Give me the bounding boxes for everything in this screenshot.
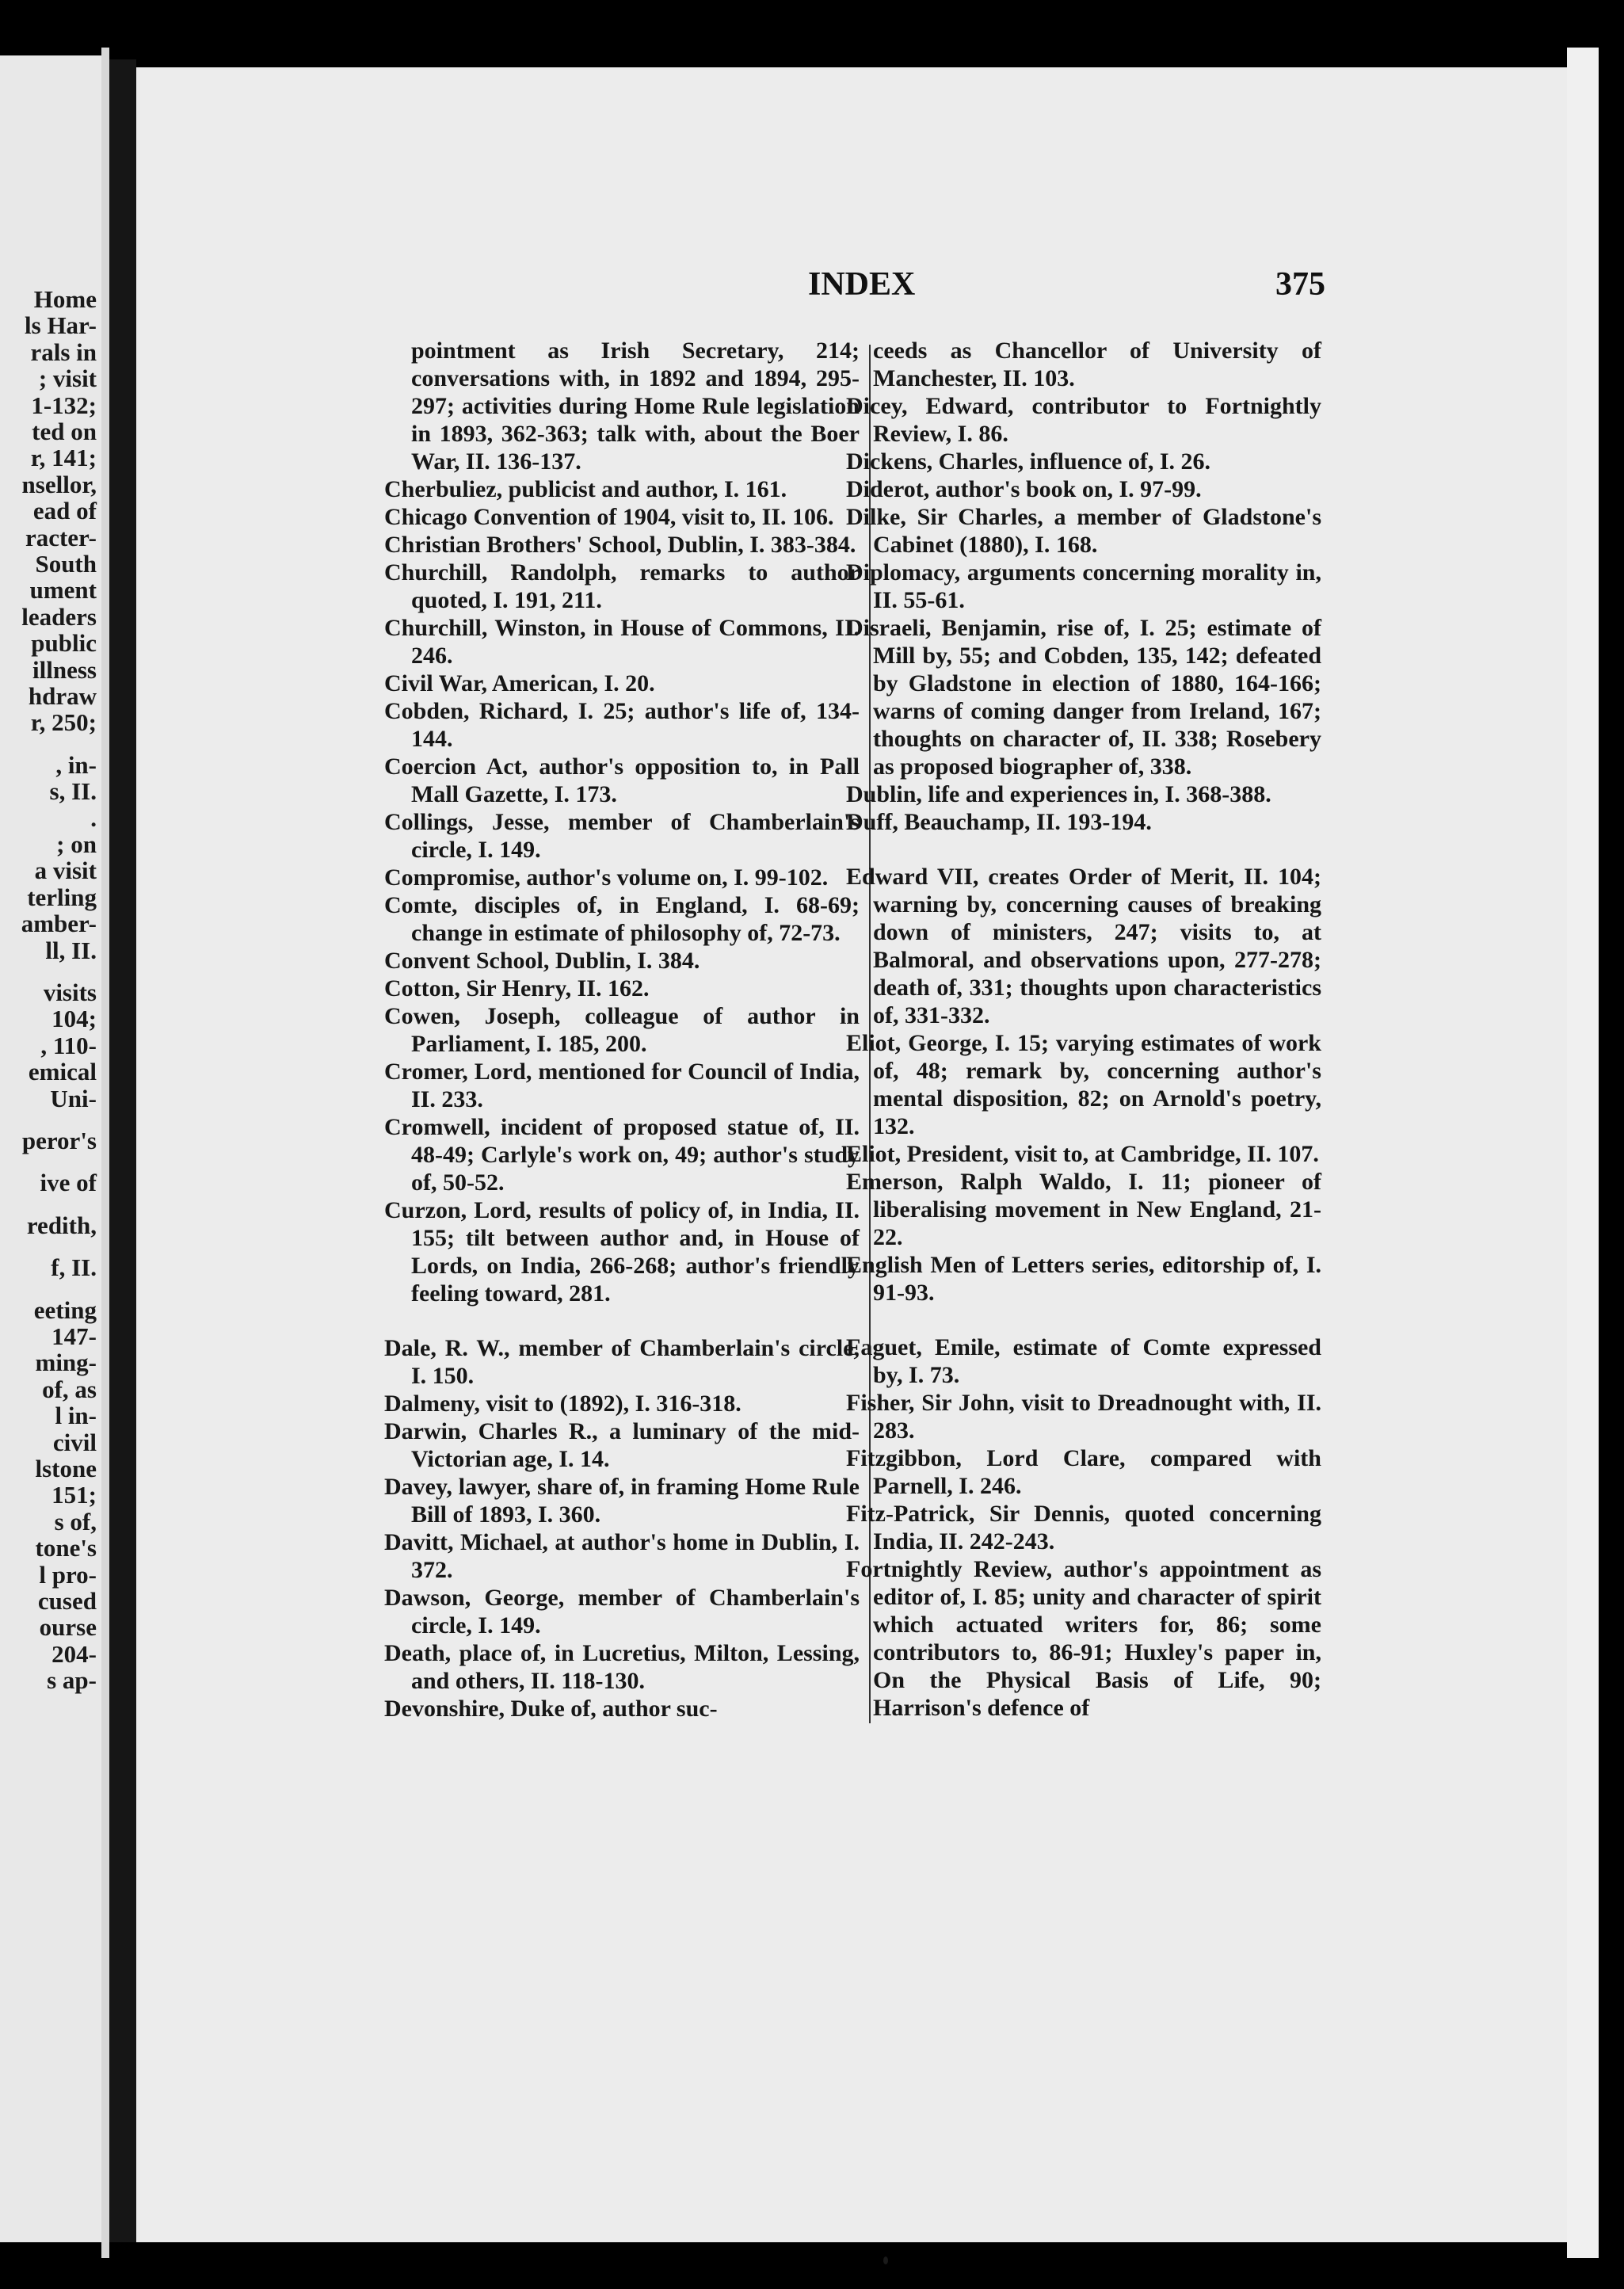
left-page-fragment: racter- bbox=[25, 523, 97, 551]
index-entry: Diderot, author's book on, I. 97-99. bbox=[846, 476, 1202, 502]
index-entry: Churchill, Winston, in House of Commons, II. 246. bbox=[384, 615, 860, 669]
index-entry: Eliot, President, visit to, at Cambridge, II. 107. bbox=[846, 1141, 1319, 1167]
left-page-fragment: ead of bbox=[32, 497, 97, 525]
index-entry: Dilke, Sir Charles, a member of Gladstone's Cabinet (1880), I. 168. bbox=[846, 504, 1321, 558]
left-page-fragment: Home bbox=[33, 285, 97, 313]
index-entry: Chicago Convention of 1904, visit to, II. 106. bbox=[384, 504, 834, 530]
left-page-fragment: ; visit bbox=[38, 364, 97, 393]
index-entry: Davey, lawyer, share of, in framing Home Rule Bill of 1893, I. 360. bbox=[384, 1474, 860, 1528]
left-page-fragment: emical bbox=[28, 1058, 97, 1086]
left-page-fragment: 151; bbox=[51, 1481, 97, 1509]
index-entry: Fisher, Sir John, visit to Dreadnought with, II. 283. bbox=[846, 1390, 1321, 1444]
index-entry: Faguet, Emile, estimate of Comte expressed by, I. 73. bbox=[846, 1334, 1321, 1388]
left-page-fragment: s of, bbox=[54, 1507, 97, 1536]
left-page-fragment: eeting bbox=[33, 1295, 97, 1324]
left-page-fragment: ourse bbox=[39, 1613, 97, 1642]
index-entry: Comte, disciples of, in England, I. 68-69; change in estimate of philosophy of, 72-73. bbox=[384, 892, 860, 946]
left-page-fragment: l pro- bbox=[39, 1560, 97, 1589]
left-page-fragment: , 110- bbox=[40, 1031, 97, 1059]
right-page-edge bbox=[1567, 48, 1599, 2258]
left-page-fragment: . bbox=[90, 803, 97, 832]
left-page-fragment: r, 141; bbox=[30, 444, 97, 472]
left-page-fragment: leaders bbox=[21, 602, 97, 631]
index-entry: Fitz-Patrick, Sir Dennis, quoted concerning India, II. 242-243. bbox=[846, 1501, 1321, 1555]
index-entry: Curzon, Lord, results of policy of, in India, II. 155; tilt between author and, in House of Lords, on India, 266-268; author's friendly feeling toward, 281. bbox=[384, 1197, 860, 1307]
left-page-fragment: a visit bbox=[34, 856, 97, 885]
left-page-fragment: illness bbox=[32, 655, 97, 684]
left-page-fragment: ; on bbox=[56, 830, 97, 858]
index-column-left bbox=[384, 337, 860, 1722]
scan-speck bbox=[883, 2257, 888, 2264]
index-entry: Darwin, Charles R., a luminary of the mid-Victorian age, I. 14. bbox=[384, 1418, 860, 1472]
left-page-fragment: South bbox=[35, 550, 97, 578]
index-entry: Cromwell, incident of proposed statue of, II. 48-49; Carlyle's work on, 49; author's study of, 50-52. bbox=[384, 1114, 860, 1196]
left-page-fragment: ls Har- bbox=[25, 311, 97, 340]
index-entry: Dublin, life and experiences in, I. 368-388. bbox=[846, 781, 1271, 807]
left-page-fragment: tone's bbox=[35, 1534, 97, 1562]
page-gutter bbox=[101, 48, 109, 2258]
index-entry: Churchill, Randolph, remarks to author quoted, I. 191, 211. bbox=[384, 559, 860, 613]
left-page-fragment: terling bbox=[27, 883, 97, 911]
index-entry: pointment as Irish Secretary, 214; conversations with, in 1892 and 1894, 295-297; activities during Home Rule legislation in 1893, 362-363; talk with, about the Boer War, II. 136-137. bbox=[411, 338, 860, 475]
book-spine-shadow bbox=[109, 59, 136, 2242]
index-column-right bbox=[846, 337, 1321, 1722]
left-page-fragment: amber- bbox=[21, 910, 97, 938]
left-page-fragment: nsellor, bbox=[21, 470, 97, 498]
index-entry: Dawson, George, member of Chamberlain's circle, I. 149. bbox=[384, 1585, 860, 1639]
index-entry: Duff, Beauchamp, II. 193-194. bbox=[846, 809, 1152, 835]
left-page-fragment: l in- bbox=[55, 1402, 97, 1430]
index-entry: Diplomacy, arguments concerning morality in, II. 55-61. bbox=[846, 559, 1321, 613]
left-page-fragment: public bbox=[31, 629, 97, 658]
left-page-fragment: r, 250; bbox=[30, 708, 97, 737]
left-page-fragment: ive of bbox=[40, 1169, 97, 1197]
index-entry: ceeds as Chancellor of University of Manchester, II. 103. bbox=[873, 338, 1321, 391]
left-page-fragment: lstone bbox=[35, 1455, 97, 1482]
letter-section-gap bbox=[384, 1307, 860, 1334]
index-entry: Compromise, author's volume on, I. 99-102. bbox=[384, 864, 829, 891]
index-entry: Fitzgibbon, Lord Clare, compared with Parnell, I. 246. bbox=[846, 1445, 1321, 1499]
index-entry: Collings, Jesse, member of Chamberlain's circle, I. 149. bbox=[384, 809, 860, 863]
left-page-fragment: f, II. bbox=[51, 1253, 97, 1282]
left-page-fragment: of, as bbox=[42, 1375, 97, 1403]
index-entry: Coercion Act, author's opposition to, in Pall Mall Gazette, I. 173. bbox=[384, 753, 860, 807]
index-entry: Cromer, Lord, mentioned for Council of India, II. 233. bbox=[384, 1059, 860, 1112]
left-page-fragment: redith, bbox=[26, 1211, 97, 1239]
page-number: 375 bbox=[1275, 266, 1325, 303]
left-page-fragment: s ap- bbox=[47, 1666, 97, 1695]
index-entry: Fortnightly Review, author's appointment as editor of, I. 85; unity and character of spirit which actuated writers for, 86; some contributors to, 86-91; Huxley's paper in, On the Physical Basis of Life, 90; Harrison's defence of bbox=[846, 1556, 1321, 1721]
index-entry: Eliot, George, I. 15; varying estimates of work of, 48; remark by, concerning author's mental disposition, 82; on Arnold's poetry, 132. bbox=[846, 1030, 1321, 1139]
index-entry: Civil War, American, I. 20. bbox=[384, 670, 655, 696]
left-page-fragment: visits bbox=[43, 979, 97, 1006]
letter-section-gap bbox=[846, 836, 1321, 863]
left-page-fragment: Uni- bbox=[50, 1084, 97, 1112]
left-page-fragment: 204- bbox=[51, 1639, 97, 1668]
left-page-fragment: 104; bbox=[51, 1005, 97, 1033]
left-page-fragment: , in- bbox=[55, 750, 97, 779]
left-page-fragment: 147- bbox=[51, 1322, 97, 1350]
index-entry: Devonshire, Duke of, author suc- bbox=[384, 1696, 718, 1722]
letter-section-gap bbox=[846, 1307, 1321, 1333]
index-entry: Christian Brothers' School, Dublin, I. 383-384. bbox=[384, 532, 856, 558]
index-entry: Cobden, Richard, I. 25; author's life of, 134-144. bbox=[384, 698, 860, 752]
left-page-fragment: ming- bbox=[35, 1349, 97, 1377]
index-entry: Cherbuliez, publicist and author, I. 161. bbox=[384, 476, 787, 502]
index-entry: Davitt, Michael, at author's home in Dublin, I. 372. bbox=[384, 1529, 860, 1583]
index-entry: Dickens, Charles, influence of, I. 26. bbox=[846, 448, 1210, 475]
left-page-fragment: civil bbox=[52, 1428, 97, 1456]
left-page-fragment: ument bbox=[29, 576, 97, 605]
index-entry: Cowen, Joseph, colleague of author in Parliament, I. 185, 200. bbox=[384, 1003, 860, 1057]
left-page-fragment: ted on bbox=[32, 418, 97, 445]
index-entry: Dalmeny, visit to (1892), I. 316-318. bbox=[384, 1391, 741, 1417]
left-page-fragment: cused bbox=[37, 1587, 97, 1615]
index-entry: Disraeli, Benjamin, rise of, I. 25; estimate of Mill by, 55; and Cobden, 135, 142; defeated by Gladstone in election of 1880, 164-166; warns of coming danger from Ireland, 167; thoughts on character of, II. 338; Rosebery as proposed biographer of, 338. bbox=[846, 615, 1321, 780]
left-page-fragment: 1-132; bbox=[31, 391, 97, 419]
left-page-fragment: peror's bbox=[21, 1127, 97, 1154]
index-entry: Edward VII, creates Order of Merit, II. 104; warning by, concerning causes of breaking down of ministers, 247; visits to, at Balmoral, and observations upon, 277-278; death of, 331; thoughts upon characteristics of, 331-332. bbox=[846, 864, 1321, 1028]
index-entry: Emerson, Ralph Waldo, I. 11; pioneer of liberalising movement in New England, 21-22. bbox=[846, 1169, 1321, 1250]
left-page-fragment: ll, II. bbox=[45, 936, 97, 964]
page-title: INDEX bbox=[808, 266, 916, 303]
left-page-fragment: rals in bbox=[30, 338, 97, 366]
index-entry: English Men of Letters series, editorship of, I. 91-93. bbox=[846, 1252, 1321, 1306]
left-page-fragment: s, II. bbox=[49, 777, 97, 806]
index-entry: Cotton, Sir Henry, II. 162. bbox=[384, 975, 650, 1001]
left-page-edge bbox=[0, 55, 101, 2242]
index-entry: Dale, R. W., member of Chamberlain's circle, I. 150. bbox=[384, 1335, 860, 1389]
index-entry: Death, place of, in Lucretius, Milton, Lessing, and others, II. 118-130. bbox=[384, 1640, 860, 1694]
index-entry: Dicey, Edward, contributor to Fortnightly Review, I. 86. bbox=[846, 393, 1321, 447]
index-entry: Convent School, Dublin, I. 384. bbox=[384, 948, 700, 974]
left-page-fragment: hdraw bbox=[28, 682, 97, 710]
